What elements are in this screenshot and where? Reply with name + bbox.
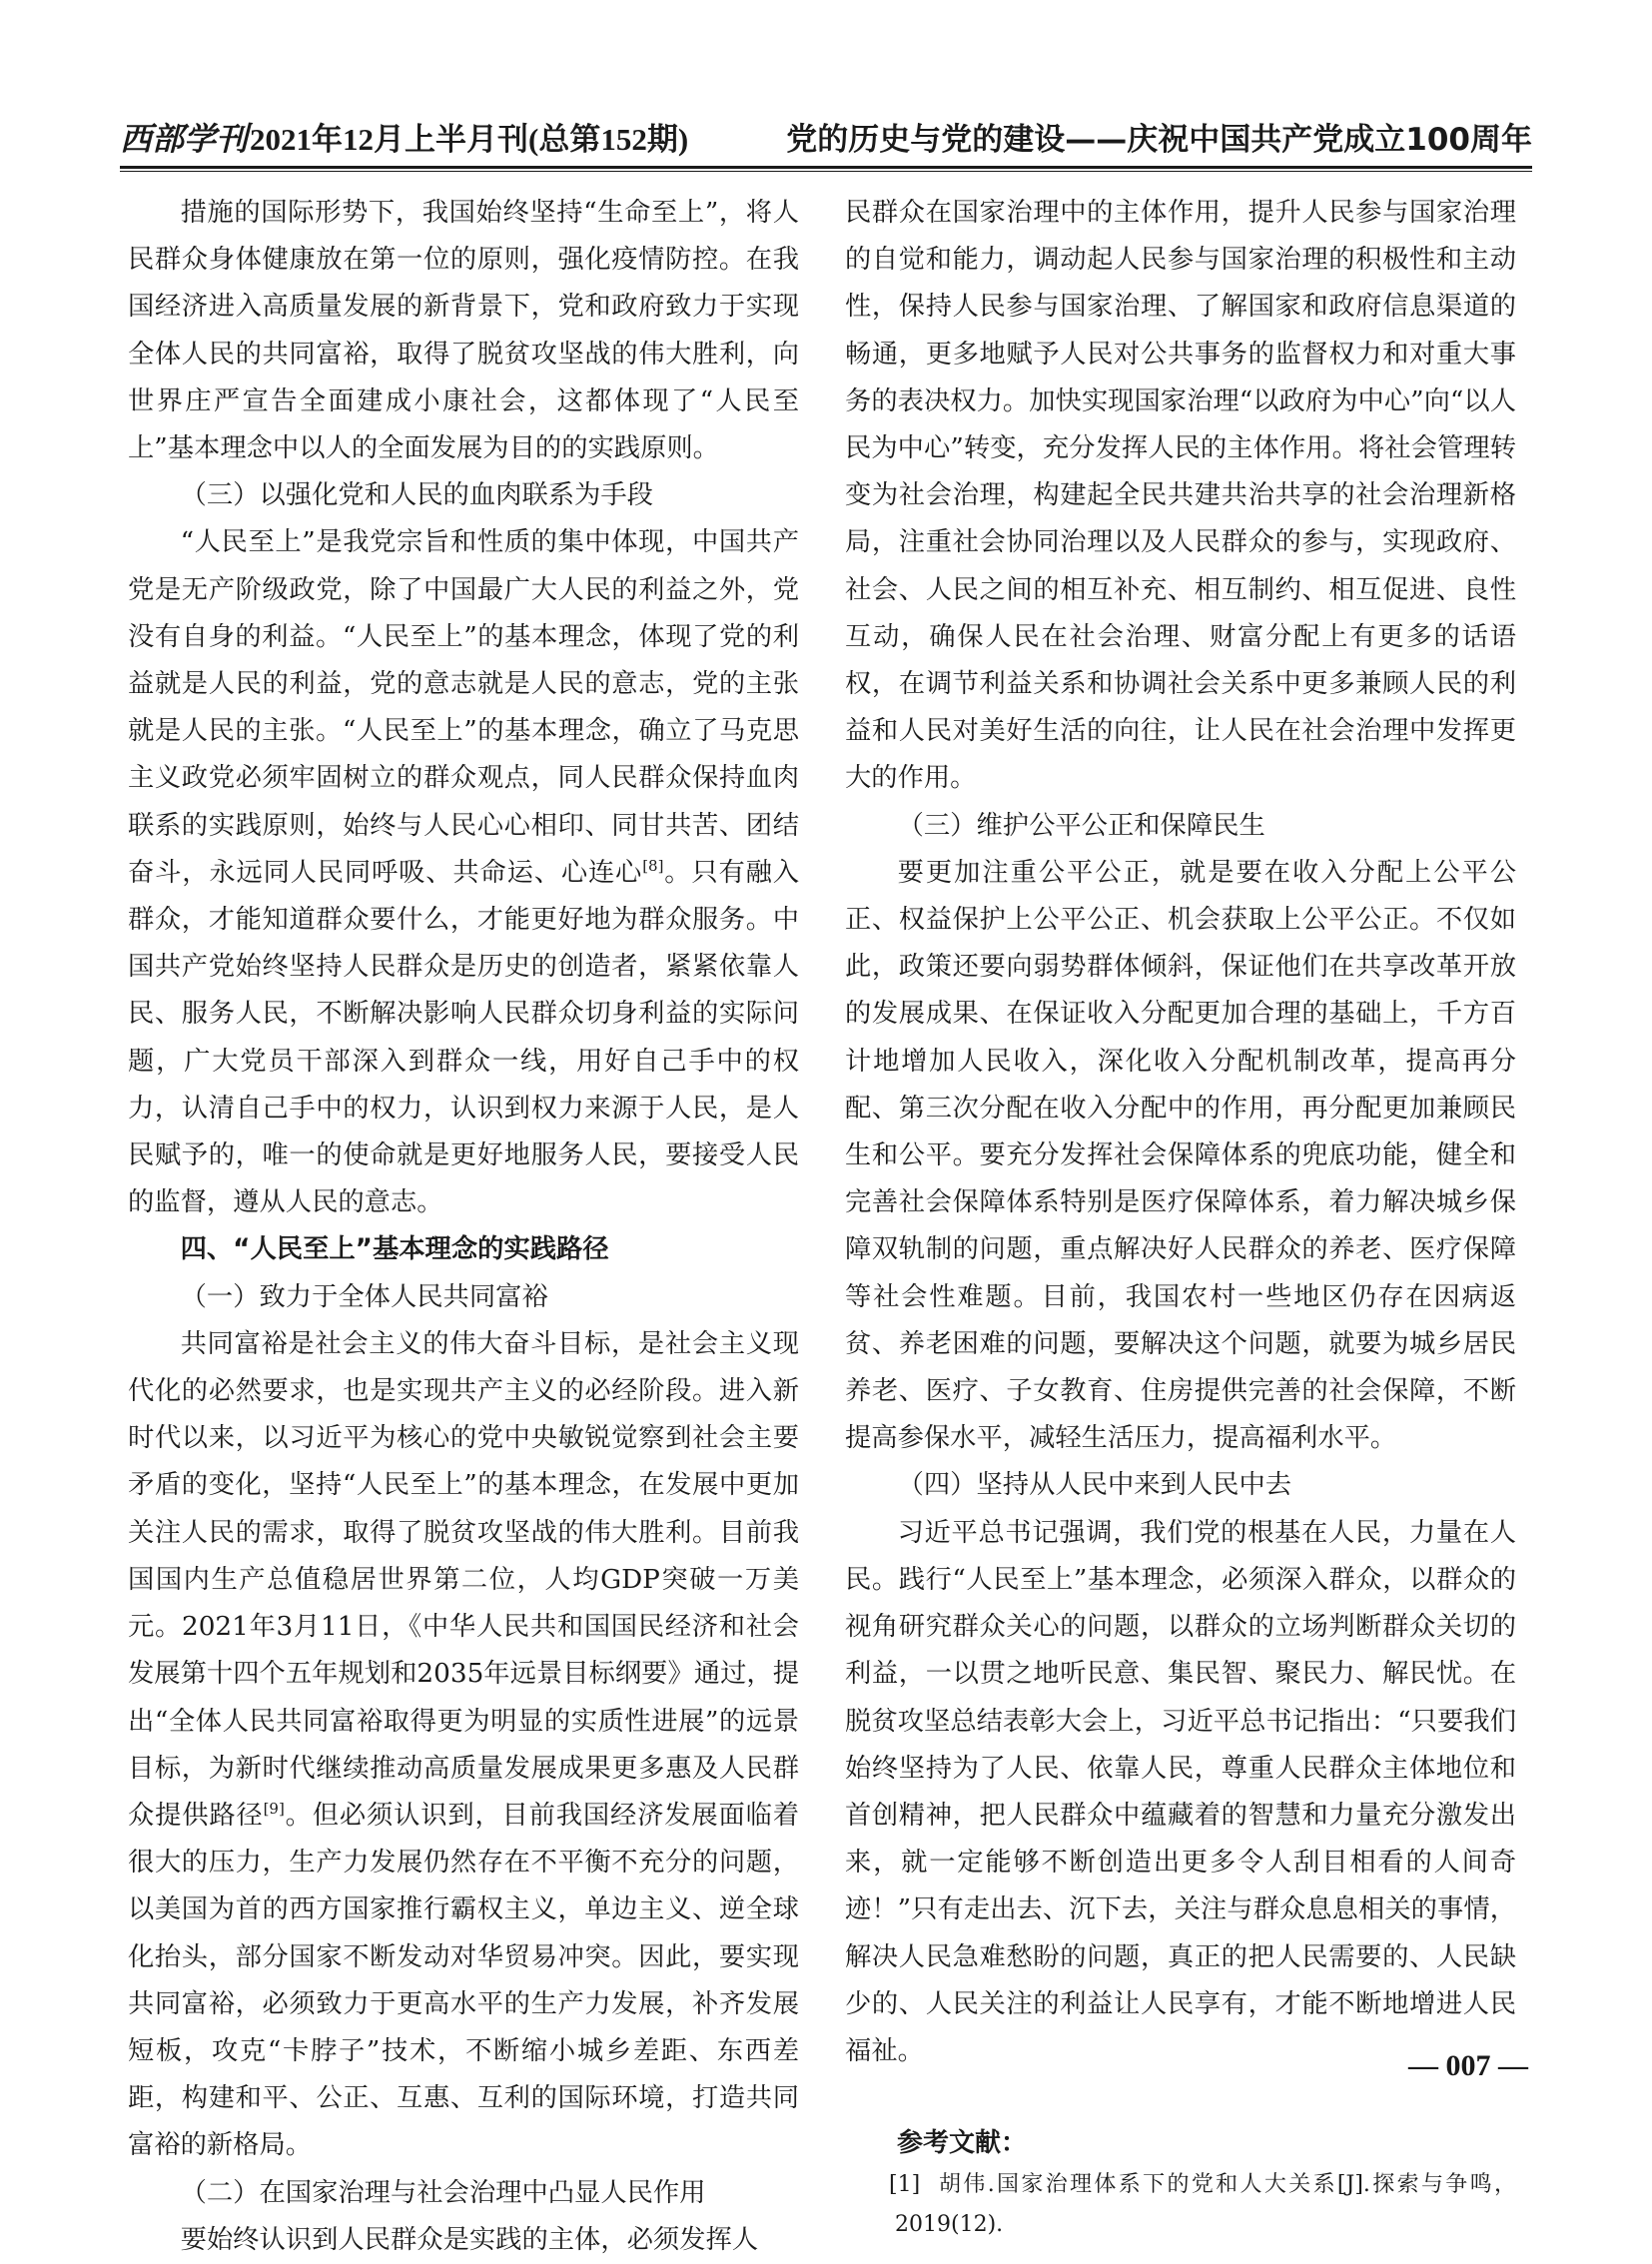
citation-marker: [8] bbox=[642, 857, 664, 876]
paragraph: 要更加注重公平公正，就是要在收入分配上公平公正、权益保护上公平公正、机会获取上公平公正。不仅如此，政策还要向弱势群体倾斜，保证他们在共享改革开放的发展成果、在保证收入分配更加合理的基础上，千方百计地增加人民收入，深化收入分配机制改革，提高再分配、第三次分配在收入分配中的作用，再分配更加兼顾民生和公平。要充分发挥社会保障体系的兜底功能，健全和完善社会保障体系特别是医疗保障体系，着力解决城乡保障双轨制的问题，重点解决好人民群众的养老、医疗保障等社会性难题。目前，我国农村一些地区仍存在因病返贫、养老困难的问题，要解决这个问题，就要为城乡居民养老、医疗、子女教育、住房提供完善的社会保障，不断提高参保水平，减轻生活压力，提高福利水平。 bbox=[845, 857, 1516, 1454]
subheading: （四）坚持从人民中来到人民中去 bbox=[897, 1470, 1292, 1501]
paragraph: 习近平总书记强调，我们党的根基在人民，力量在人民。践行“人民至上”基本理念，必须深入群众，以群众的视角研究群众关心的问题，以群众的立场判断群众关切的利益，一以贯之地听民意、集民智、聚民力、解民忧。在脱贫攻坚总结表彰大会上，习近平总书记指出：“只要我们始终坚持为了人民、依靠人民，尊重人民群众主体地位和首创精神，把人民群众中蕴藏着的智慧和力量充分激发出来，就一定能够不断创造出更多令人刮目相看的人间奇迹！”只有走出去、沉下去，关注与群众息息相关的事情，解决人民急难愁盼的问题，真正的把人民需要的、人民缺少的、人民关注的利益让人民享有，才能不断地增进人民福祉。 bbox=[845, 1517, 1516, 2066]
paragraph-text: 。只有融入群众，才能知道群众要什么，才能更好地为群众服务。中国共产党始终坚持人民群众是历史的创造者，紧紧依靠人民、服务人民，不断解决影响人民群众切身利益的实际问题，广大党员干部深入到群众一线，用好自己手中的权力，认清自己手中的权力，认识到权力来源于人民，是人民赋予的，唯一的使命就是更好地服务人民，要接受人民的监督，遵从人民的意志。 bbox=[128, 857, 800, 1218]
subheading: （一）致力于全体人民共同富裕 bbox=[180, 1281, 548, 1312]
header-rule-thin bbox=[120, 171, 1532, 172]
reference-text: 胡伟.国家治理体系下的党和人大关系[J].探索与争鸣，2019(12). bbox=[895, 2172, 1516, 2238]
running-header bbox=[120, 108, 1532, 164]
references bbox=[845, 2121, 1516, 2245]
header-rule bbox=[120, 166, 1532, 169]
page-number: — 007 — bbox=[1408, 2049, 1528, 2082]
journal-logo: 西部学刊 bbox=[120, 120, 249, 158]
paragraph-text: 共同富裕是社会主义的伟大奋斗目标，是社会主义现代化的必然要求，也是实现共产主义的必经阶段。进入新时代以来，以习近平为核心的党中央敏锐觉察到社会主要矛盾的变化，坚持“人民至上”的基本理念，在发展中更加关注人民的需求，取得了脱贫攻坚战的伟大胜利。目前我国国内生产总值稳居世界第二位，人均GDP突破一万美元。2021年3月11日，《中华人民共和国国民经济和社会发展第十四个五年规划和2035年远景目标纲要》通过，提出“全体人民共同富裕取得更为明显的实质性进展”的远景目标，为新时代继续推动高质量发展成果更多惠及人民群众提供路径 bbox=[128, 1328, 799, 1831]
reference-item bbox=[845, 2165, 1516, 2245]
right-column bbox=[845, 190, 1516, 2245]
column-title: 党的历史与党的建设——庆祝中国共产党成立100周年 bbox=[786, 122, 1532, 158]
subheading: （三）以强化党和人民的血肉联系为手段 bbox=[180, 480, 653, 511]
section-heading: 四、“人民至上”基本理念的实践路径 bbox=[180, 1234, 609, 1265]
paragraph bbox=[128, 519, 799, 1226]
paragraph-text: 。但必须认识到，目前我国经济发展面临着很大的压力，生产力发展仍然存在不平衡不充分的问题，以美国为首的西方国家推行霸权主义，单边主义、逆全球化抬头，部分国家不断发动对华贸易冲突。因此，要实现共同富裕，必须致力于更高水平的生产力发展，补齐发展短板，攻克“卡脖子”技术，不断缩小城乡差距、东西差距，构建和平、公正、互惠、互利的国际环境，打造共同富裕的新格局。 bbox=[128, 1800, 800, 2161]
issue-info: 2021年12月上半月刊(总第152期) bbox=[250, 122, 689, 157]
subheading: （二）在国家治理与社会治理中凸显人民作用 bbox=[180, 2177, 706, 2208]
paragraph: 要始终认识到人民群众是实践的主体，必须发挥人 bbox=[180, 2224, 759, 2255]
subheading: （三）维护公平公正和保障民生 bbox=[897, 810, 1265, 841]
citation-marker: [9] bbox=[263, 1800, 285, 1819]
left-column bbox=[128, 190, 799, 2264]
references-title: 参考文献： bbox=[897, 2128, 1028, 2159]
header-left bbox=[120, 114, 688, 160]
paragraph: 措施的国际形势下，我国始终坚持“生命至上”，将人民群众身体健康放在第一位的原则，强化疫情防控。在我国经济进入高质量发展的新背景下，党和政府致力于实现全体人民的共同富裕，取得了脱贫攻坚战的伟大胜利，向世界庄严宣告全面建成小康社会，这都体现了“人民至上”基本理念中以人的全面发展为目的的实践原则。 bbox=[128, 198, 799, 464]
paragraph: 民群众在国家治理中的主体作用，提升人民参与国家治理的自觉和能力，调动起人民参与国家治理的积极性和主动性，保持人民参与国家治理、了解国家和政府信息渠道的畅通，更多地赋予人民对公共事务的监督权力和对重大事务的表决权力。加快实现国家治理“以政府为中心”向“以人民为中心”转变，充分发挥人民的主体作用。将社会管理转变为社会治理，构建起全民共建共治共享的社会治理新格局，注重社会协同治理以及人民群众的参与，实现政府、社会、人民之间的相互补充、相互制约、相互促进、良性互动，确保人民在社会治理、财富分配上有更多的话语权，在调节利益关系和协调社会关系中更多兼顾人民的利益和人民对美好生活的向往，让人民在社会治理中发挥更大的作用。 bbox=[845, 198, 1516, 794]
paragraph-text: “人民至上”是我党宗旨和性质的集中体现，中国共产党是无产阶级政党，除了中国最广大人民的利益之外，党没有自身的利益。“人民至上”的基本理念，体现了党的利益就是人民的利益，党的意志就是人民的意志，党的主张就是人民的主张。“人民至上”的基本理念，确立了马克思主义政党必须牢固树立的群众观点，同人民群众保持血肉联系的实践原则，始终与人民心心相印、同甘共苦、团结奋斗，永远同人民同呼吸、共命运、心连心 bbox=[128, 527, 799, 888]
reference-number: [1] bbox=[889, 2172, 921, 2198]
paragraph bbox=[128, 1321, 799, 2170]
